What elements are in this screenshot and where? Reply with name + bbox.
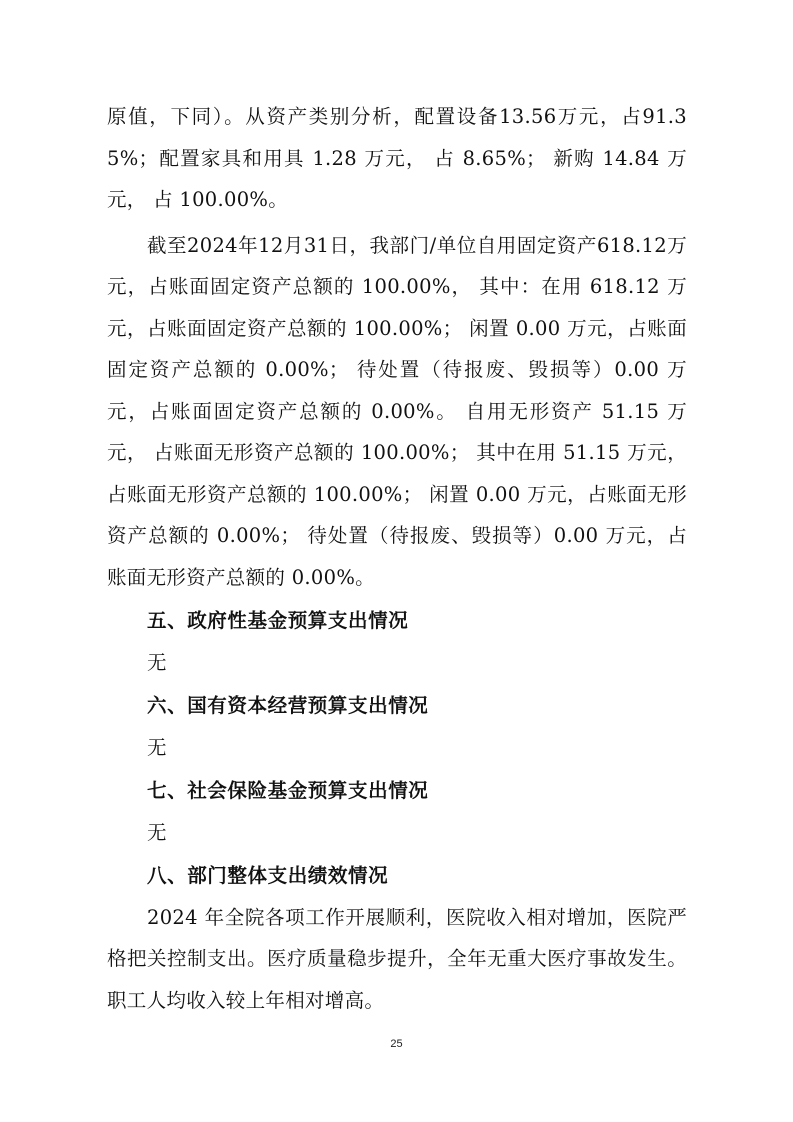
section-content-state-capital: 无 — [147, 735, 167, 759]
asset-status-paragraph: 截至2024年12月31日，我部门/单位自用固定资产618.12万元，占账面固定资产总额的 100.00%， 其中：在用 618.12 万元，占账面固定资产总额的 100.00%； 闲置 0.00 万元，占账面固定资产总额的 0.00%； 待处置（待报废、毁损等）0.00 万元，占账面固定资产总额的 0.00%。 自用无形资产 51.15 万元， 占账面无形资产总额的 100.00%； 其中在用 51.15 万元， 占账面无形资产总额的 100.00%； 闲置 0.00 万元，占账面无形资产总额的 0.00%； 待处置（待报废、毁损等）0.00 万元，占账面无形资产总额的 0.00%。 — [107, 233, 687, 589]
section-content-government-fund: 无 — [147, 650, 167, 674]
section-heading-state-capital: 六、国有资本经营预算支出情况 — [147, 694, 429, 717]
document-body — [107, 96, 687, 1021]
section-heading-government-fund: 五、政府性基金预算支出情况 — [147, 609, 409, 632]
section-heading-social-insurance: 七、社会保险基金预算支出情况 — [147, 779, 429, 802]
section-content-social-insurance: 无 — [147, 820, 167, 844]
section-heading-performance: 八、部门整体支出绩效情况 — [147, 864, 389, 887]
page-number: 25 — [390, 1038, 403, 1050]
asset-allocation-paragraph: 原值，下同）。从资产类别分析，配置设备13.56万元，占91.35%；配置家具和用具 1.28 万元， 占 8.65%； 新购 14.84 万元， 占 100.00%。 — [107, 105, 687, 211]
section-content-performance: 2024 年全院各项工作开展顺利，医院收入相对增加，医院严格把关控制支出。医疗质量稳步提升，全年无重大医疗事故发生。职工人均收入较上年相对增高。 — [107, 905, 687, 1012]
